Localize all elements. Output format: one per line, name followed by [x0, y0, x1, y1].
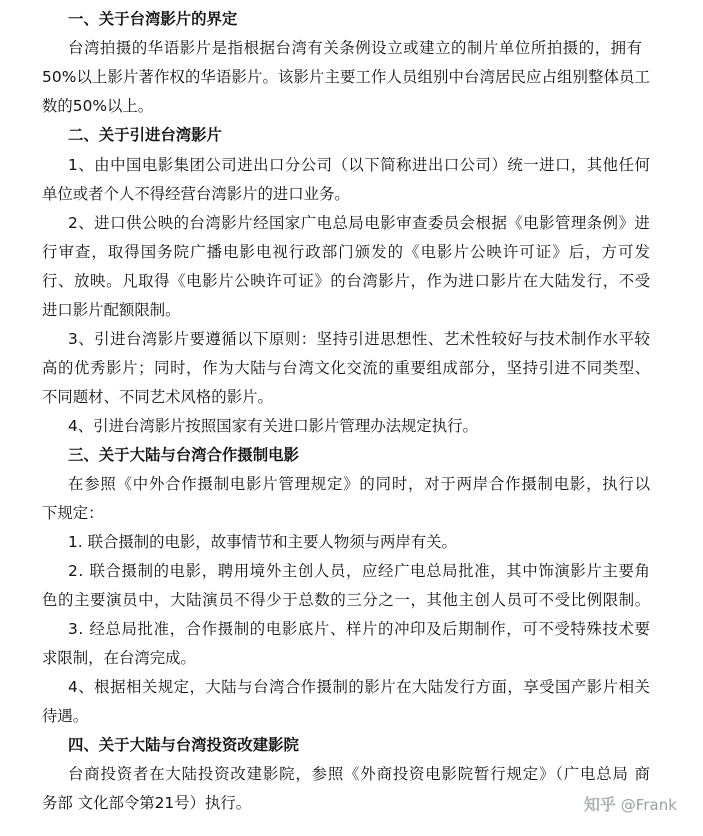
paragraph-line: 2. 联合摄制的电影，聘用境外主创人员，应经广电总局批准，其中饰演影片主要角	[68, 562, 651, 580]
paragraph-line: 务部 文化部令第21号）执行。	[42, 794, 252, 812]
paragraph-line: 台湾拍摄的华语影片是指根据台湾有关条例设立或建立的制片单位所拍摄的，拥有	[68, 39, 643, 57]
section-heading: 二、关于引进台湾影片	[68, 126, 222, 144]
zhihu-watermark	[584, 792, 677, 818]
paragraph-line: 行、放映。凡取得《电影片公映许可证》的台湾影片，作为进口影片在大陆发行，不受	[42, 272, 651, 290]
paragraph-line: 在参照《中外合作摄制电影片管理规定》的同时，对于两岸合作摄制电影，执行以	[68, 475, 651, 493]
zhihu-logo-text: 知乎	[584, 795, 617, 814]
paragraph-line: 不同题材、不同艺术风格的影片。	[42, 388, 273, 406]
author-handle: @Frank	[620, 796, 677, 814]
paragraph-line: 4、引进台湾影片按照国家有关进口影片管理办法规定执行。	[68, 417, 478, 435]
paragraph-line: 3、引进台湾影片要遵循以下原则：坚持引进思想性、艺术性较好与技术制作水平较	[68, 330, 651, 348]
paragraph-line: 3. 经总局批准，合作摄制的电影底片、样片的冲印及后期制作，可不受特殊技术要	[68, 620, 651, 638]
paragraph-line: 待遇。	[42, 707, 89, 725]
paragraph-line: 1. 联合摄制的电影，故事情节和主要人物须与两岸有关。	[68, 533, 457, 551]
paragraph-line: 台商投资者在大陆投资改建影院，参照《外商投资电影院暂行规定》（广电总局 商	[68, 765, 651, 783]
paragraph-line: 1、由中国电影集团公司进出口分公司（以下简称进出口公司）统一进口，其他任何	[68, 156, 651, 174]
paragraph-line: 求限制，在台湾完成。	[42, 649, 196, 667]
paragraph-line: 单位或者个人不得经营台湾影片的进口业务。	[42, 185, 350, 203]
paragraph-line: 行审查，取得国务院广播电影电视行政部门颁发的《电影片公映许可证》后，方可发	[42, 243, 652, 261]
section-heading: 四、关于大陆与台湾投资改建影院	[68, 736, 299, 754]
paragraph-line: 高的优秀影片；同时，作为大陆与台湾文化交流的重要组成部分，坚持引进不同类型、	[42, 359, 651, 377]
paragraph-line: 进口影片配额限制。	[42, 301, 181, 319]
paragraph-line: 数的50%以上。	[42, 97, 154, 115]
paragraph-line: 4、根据相关规定，大陆与台湾合作摄制的影片在大陆发行方面，享受国产影片相关	[68, 678, 651, 696]
section-heading: 一、关于台湾影片的界定	[68, 10, 238, 28]
paragraph-line: 2、进口供公映的台湾影片经国家广电总局电影审查委员会根据《电影管理条例》进	[68, 214, 651, 232]
paragraph-line: 下规定：	[42, 504, 104, 522]
section-heading: 三、关于大陆与台湾合作摄制电影	[68, 446, 299, 464]
paragraph-line: 色的主要演员中，大陆演员不得少于总数的三分之一，其他主创人员可不受比例限制。	[42, 591, 651, 609]
paragraph-line: 50%以上影片著作权的华语影片。该影片主要工作人员组别中台湾居民应占组别整体员工	[42, 68, 651, 86]
